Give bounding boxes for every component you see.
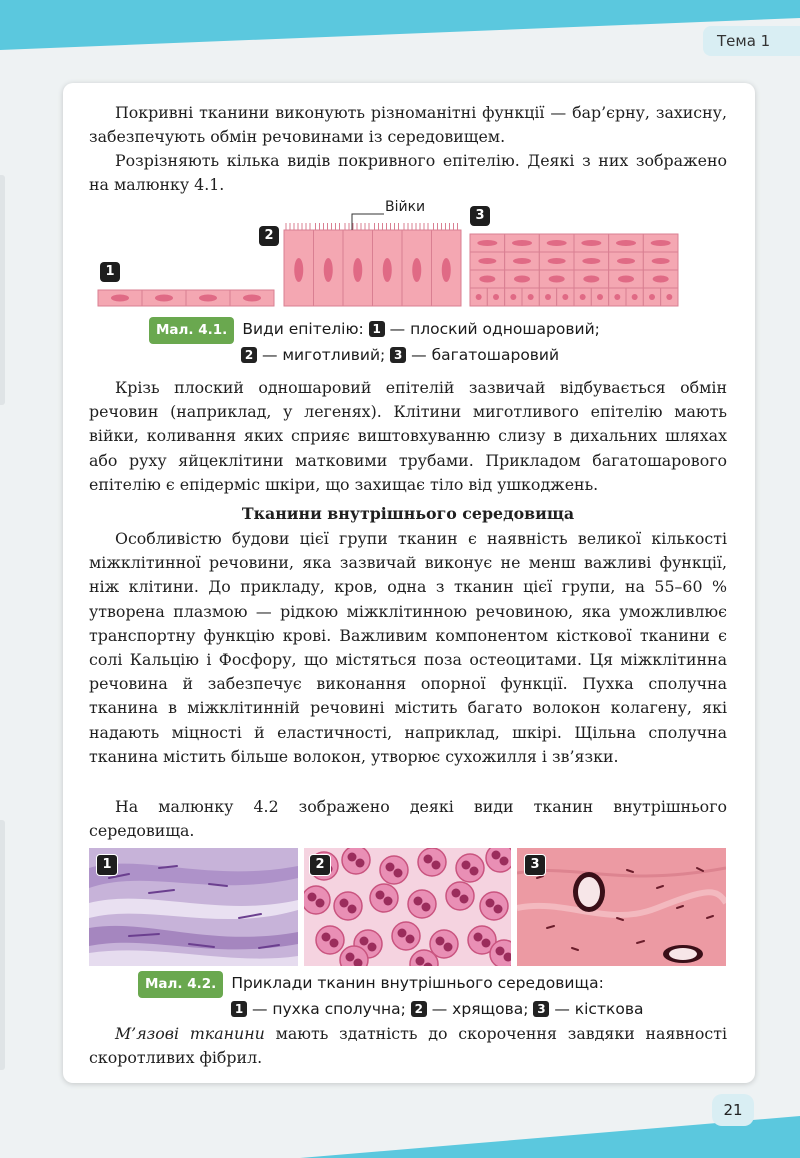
side-tab-2 — [0, 820, 5, 1070]
topic-tab[interactable]: Тема 1 — [703, 26, 800, 56]
figure2-badge-1: 1 — [96, 854, 118, 876]
figure1-caption-prefix: Види епітелію: — [242, 320, 364, 338]
paragraph-6-rest: мають здатність до скорочення завдяки наявності скоротливих фібрил. — [89, 1024, 727, 1068]
figure1-caption-badge-1: 1 — [369, 321, 385, 337]
squamous-epithelium — [98, 290, 274, 306]
figure2-caption-label: Мал. 4.2. — [138, 971, 223, 998]
side-tab-1 — [0, 175, 5, 405]
figure2-caption-badge-2: 2 — [411, 1001, 427, 1017]
paragraph-6 — [89, 1022, 727, 1070]
stratified-epithelium — [470, 234, 678, 306]
figure2-caption-text-2: — хрящова; — [431, 1000, 529, 1018]
paragraph-1: Покривні тканини виконують різноманітні функції — бар’єрну, захисну, забезпечують обмін речовинами із середовищем. — [89, 103, 727, 147]
cartilage-micrograph — [304, 848, 511, 966]
top-decor-band — [0, 0, 800, 60]
figure1-caption-badge-2: 2 — [241, 347, 257, 363]
paragraph-5: На малюнку 4.2 зображено деякі види тканин внутрішнього середовища. — [89, 797, 727, 841]
epithelium-illustration — [96, 196, 686, 312]
page-number: 21 — [712, 1094, 754, 1126]
figure2-badge-2: 2 — [309, 854, 331, 876]
paragraph-3: Крізь плоский одношаровий епітелій зазвичай відбувається обмін речовин (наприклад, у легенях). Клітини миготливого епітелію мають війки, коливання яких сприяє виштовхуванню слизу в дихальних шляхах або руху яйцеклітини матковими трубами. Прикладом багатошарового епітелію є епідерміс шкіри, що захищає тіло від ушкоджень. — [89, 378, 727, 494]
ciliated-epithelium — [284, 223, 461, 306]
loose-connective-micrograph — [89, 848, 298, 966]
figure1-caption-text-3: — багатошаровий — [411, 346, 560, 364]
figure2-caption-badge-1: 1 — [231, 1001, 247, 1017]
paragraph-4: Особливістю будови цієї групи тканин є наявність великої кількості міжклітинної речовини, яка зазвичай виконує не менш важливі функції, ніж клітини. До прикладу, кров, одна з тканин цієї групи, на 55–60 % утворена плазмою — рідкою міжклітинною речовиною, яка уможливлює транспортну функцію крові. Важливим компонентом кісткової тканини є солі Кальцію і Фосфору, що містяться поза остеоцитами. Ця міжклітинна речовина й забезпечує виконання опорної функції. Пухка сполучна тканина в міжклітинній речовині містить багато волокон колагену, які надають міцності й еластичності, наприклад, шкірі. Щільна сполучна тканина містить більше волокон, утворює сухожилля і зв’язки. — [89, 529, 727, 766]
figure1-badge-2: 2 — [259, 226, 279, 246]
muscle-tissue-term: М’язові тканини — [115, 1024, 265, 1043]
bone-micrograph — [517, 848, 726, 966]
figure1-caption-text-2: — миготливий; — [261, 346, 386, 364]
section-heading: Тканини внутрішнього середовища — [241, 504, 575, 523]
figure2-caption-badge-3: 3 — [533, 1001, 549, 1017]
figure1-caption-label: Мал. 4.1. — [149, 317, 234, 344]
figure1-caption-text-1: — плоский одношаровий; — [389, 320, 600, 338]
figure2-caption-text-1: — пухка сполучна; — [251, 1000, 406, 1018]
paragraph-2: Розрізняють кілька видів покривного епітелію. Деякі з них зображено на малюнку 4.1. — [89, 151, 727, 195]
figure1-badge-1: 1 — [100, 262, 120, 282]
bottom-decor-band — [0, 1088, 800, 1158]
figure2-caption-line1: Приклади тканин внутрішнього середовища: — [231, 974, 604, 992]
figure1-badge-3: 3 — [470, 206, 490, 226]
figure1-caption-badge-3: 3 — [390, 347, 406, 363]
figure1-caption — [149, 317, 600, 367]
figure2-caption-text-3: — кісткова — [554, 1000, 644, 1018]
cilia-label: Війки — [385, 199, 426, 215]
figure2-caption — [138, 971, 643, 1021]
figure2-badge-3: 3 — [524, 854, 546, 876]
